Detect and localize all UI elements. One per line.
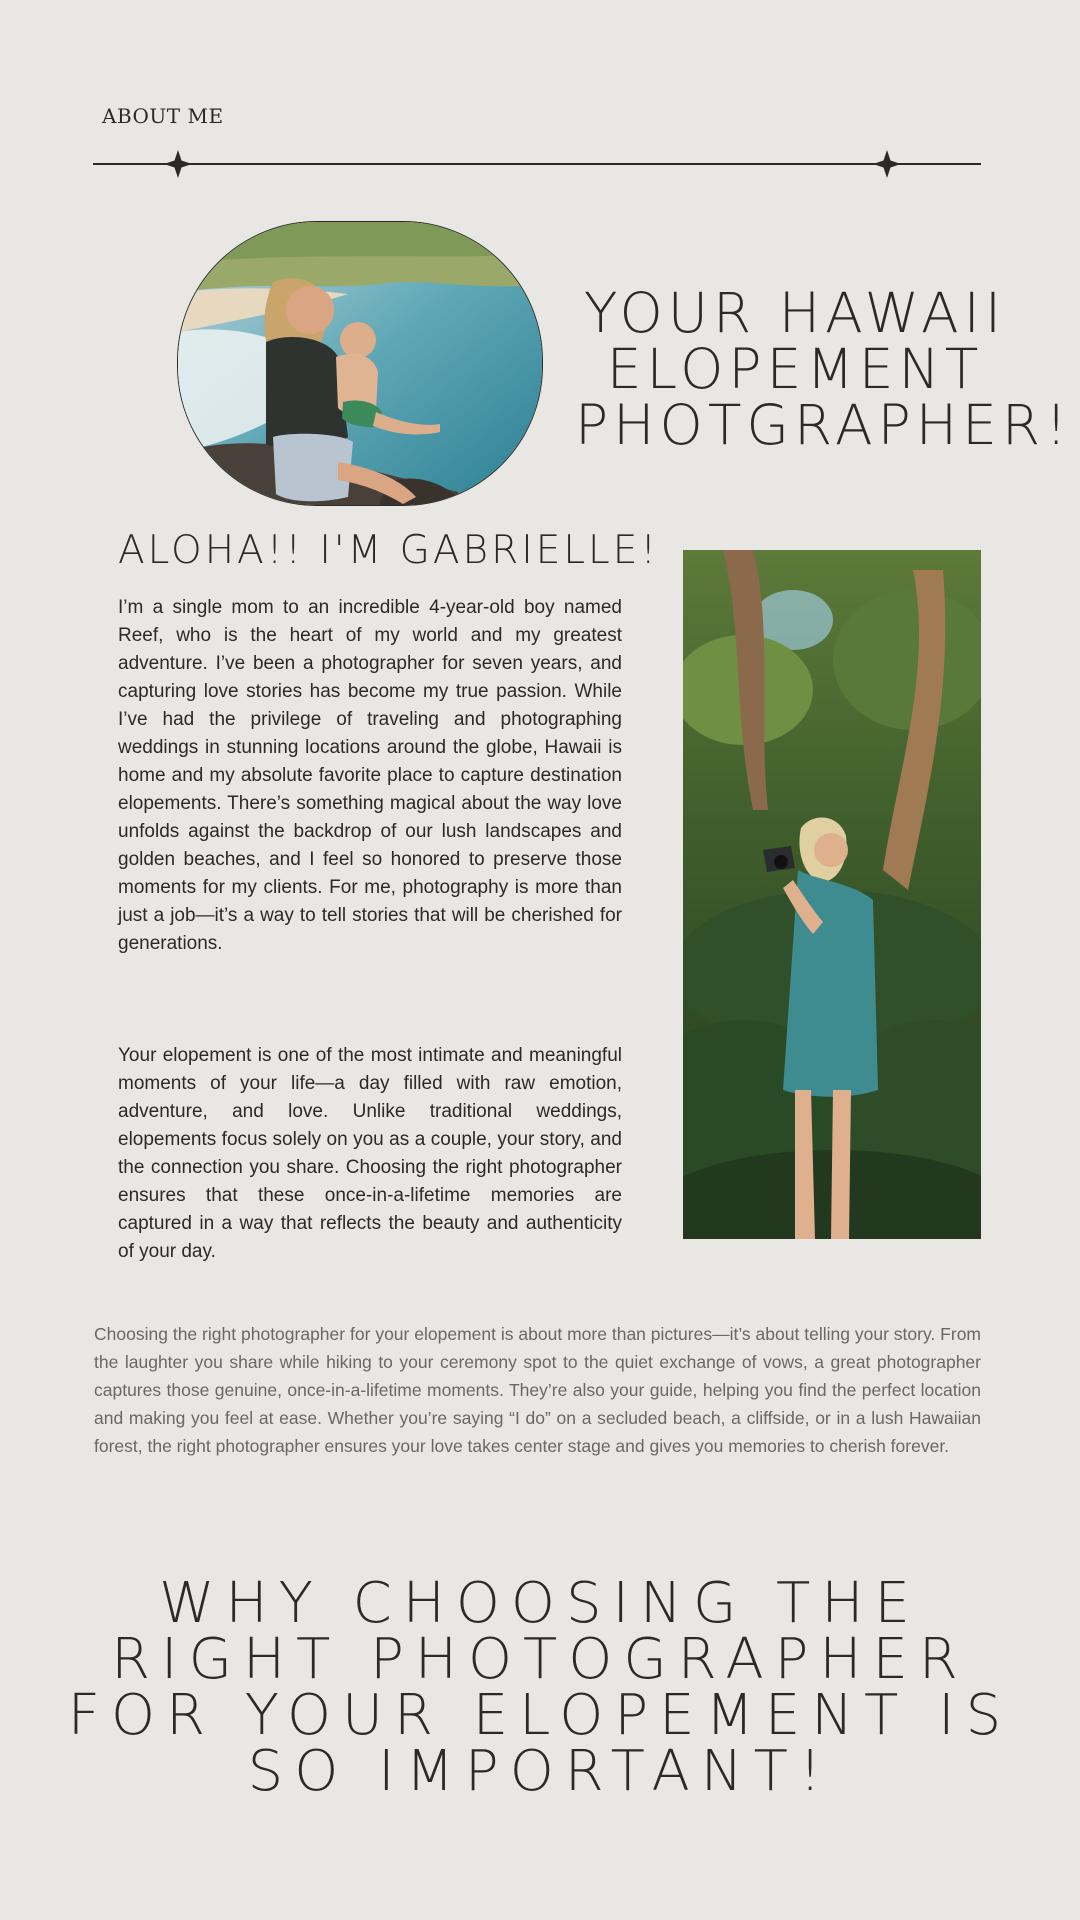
hero-headline	[575, 281, 1073, 457]
elopement-paragraph: Your elopement is one of the most intimate and meaningful moments of your life—a day filled with raw emotion, adventure, and love. Unlike traditional weddings, elopements focus solely on you as a couple, your story, and the connection you share. Choosing the right photographer ensures that these once-in-a-lifetime memories are captured in a way that reflects the beauty and authenticity of your day.	[118, 1045, 622, 1262]
beach-photo-illustration	[178, 222, 543, 506]
ornamental-divider	[93, 150, 981, 180]
title-line: FOR YOUR ELOPEMENT IS	[67, 1683, 1013, 1748]
section-eyebrow: ABOUT ME	[102, 104, 224, 128]
title-line: RIGHT PHOTOGRAPHER	[111, 1627, 969, 1692]
title-line: WHY CHOOSING THE	[159, 1571, 921, 1636]
headline-line: PHOTGRAPHER!	[575, 393, 1073, 457]
closing-paragraph: Choosing the right photographer for your elopement is about more than pictures—it’s about telling your story. From the laughter you share while hiking to your ceremony spot to the quiet exchange of vows, a great photographer captures those genuine, once-in-a-lifetime moments. They’re also your guide, helping you find the perfect location and making you feel at ease. Whether you’re saying “I do” on a secluded beach, a cliffside, or in a lush Hawaiian forest, the right photographer ensures your love takes center stage and gives you memories to cherish forever.	[94, 1324, 981, 1456]
headline-line: ELOPEMENT	[606, 337, 984, 401]
intro-paragraph: I’m a single mom to an incredible 4-year-old boy named Reef, who is the heart of my world and my greatest adventure. I’ve been a photographer for seven years, and capturing love stories has become my true passion. While I’ve had the privilege of traveling and photographing weddings in stunning locations around the globe, Hawaii is home and my absolute favorite place to capture destination elopements. There’s something magical about the way love unfolds against the backdrop of our lush landscapes and golden beaches, and I feel so honored to preserve those moments for my clients. For me, photography is more than just a job—it’s a way to tell stories that will be cherished for generations.	[118, 597, 622, 954]
photographer-forest-photo	[683, 550, 981, 1239]
headline-line: YOUR HAWAII	[583, 281, 1007, 345]
sparkle-icon	[164, 150, 192, 178]
title-line: SO IMPORTANT!	[247, 1739, 833, 1804]
forest-photo-illustration	[683, 550, 981, 1239]
sparkle-icon	[873, 150, 901, 178]
closing-title	[60, 1571, 1020, 1804]
greeting-heading: ALOHA!! I'M GABRIELLE!	[118, 528, 660, 573]
mother-child-beach-photo	[177, 221, 543, 506]
